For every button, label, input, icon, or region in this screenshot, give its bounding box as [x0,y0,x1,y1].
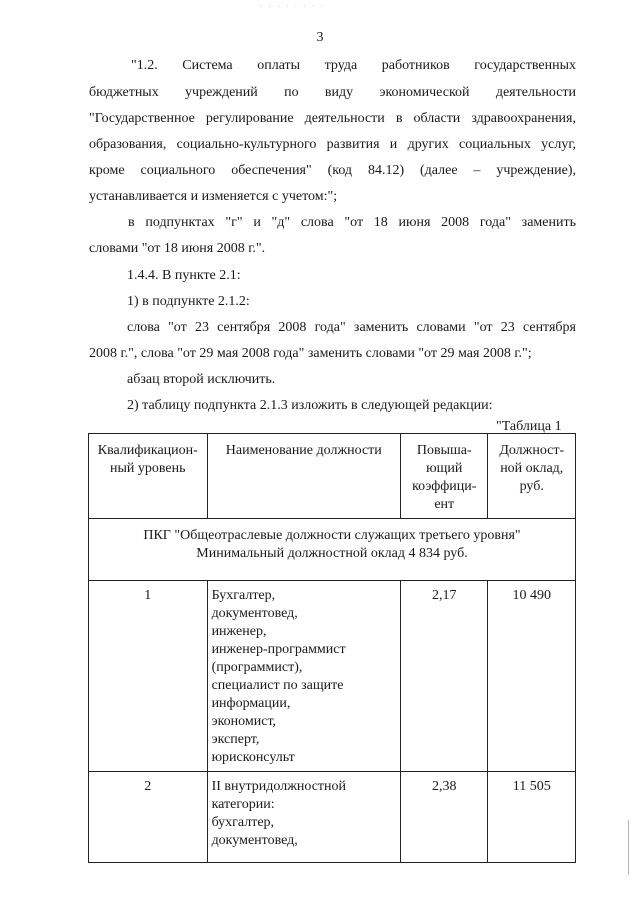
item-1-4-4: 1.4.4. В пункте 2.1: [127,268,241,283]
scan-artifact: · - - · · · · · [260,2,326,11]
scan-edge-mark [628,820,629,875]
table-caption: "Таблица 1 [496,419,562,434]
table-row [89,581,576,772]
text-line: устанавливается и изменяется с учетом:"; [89,189,338,204]
table-group-row [89,519,576,581]
cell-level: 1 [89,581,208,772]
text-line: бюджетных учреждений по виду экономической деятельности [89,85,576,100]
text-line: образования, социально-культурного развития и других социальных услуг, [89,137,576,152]
cell-positions: II внутридолжностной категории: бухгалтер, документовед, [207,772,400,863]
table-row [89,772,576,863]
text-line: в подпунктах "г" и "д" слова "от 18 июня 2008 года" заменить [128,215,576,230]
item-subpoint-2: 2) таблицу подпункта 2.1.3 изложить в следующей редакции: [127,398,493,413]
cell-salary: 10 490 [488,581,576,772]
group-header: ПКГ "Общеотраслевые должности служащих третьего уровня" Минимальный должностной оклад 4 834 руб. [89,519,576,581]
page-number: 3 [316,30,324,45]
paragraph-exclude: абзац второй исключить. [127,372,276,387]
text-line: "1.2. Система оплаты труда работников государственных [131,58,576,73]
salary-table [88,433,576,863]
text-line: слова "от 23 сентября 2008 года" заменить словами "от 23 сентября [127,320,576,335]
cell-level: 2 [89,772,208,863]
text-line: 2008 г.", слова "от 29 мая 2008 года" заменить словами "от 29 мая 2008 г."; [89,346,532,361]
cell-salary: 11 505 [488,772,576,863]
text-line: кроме социального обеспечения" (код 84.12) (далее – учреждение), [89,163,576,178]
header-salary: Должност- ной оклад, руб. [488,434,576,519]
table-header-row [89,434,576,519]
item-subpoint-1: 1) в подпункте 2.1.2: [127,294,250,309]
header-position-name: Наименование должности [207,434,400,519]
header-qualification-level: Квалификацион- ный уровень [89,434,208,519]
header-coefficient: Повыша- ющий коэффици- ент [401,434,488,519]
cell-coefficient: 2,38 [401,772,488,863]
cell-positions: Бухгалтер, документовед, инженер, инженер-программист (программист), специалист по защите информации, экономист, эксперт, юрисконсульт [207,581,400,772]
text-line: "Государственное регулирование деятельности в области здравоохранения, [89,111,576,126]
text-line: словами "от 18 июня 2008 г.". [89,241,266,256]
cell-coefficient: 2,17 [401,581,488,772]
